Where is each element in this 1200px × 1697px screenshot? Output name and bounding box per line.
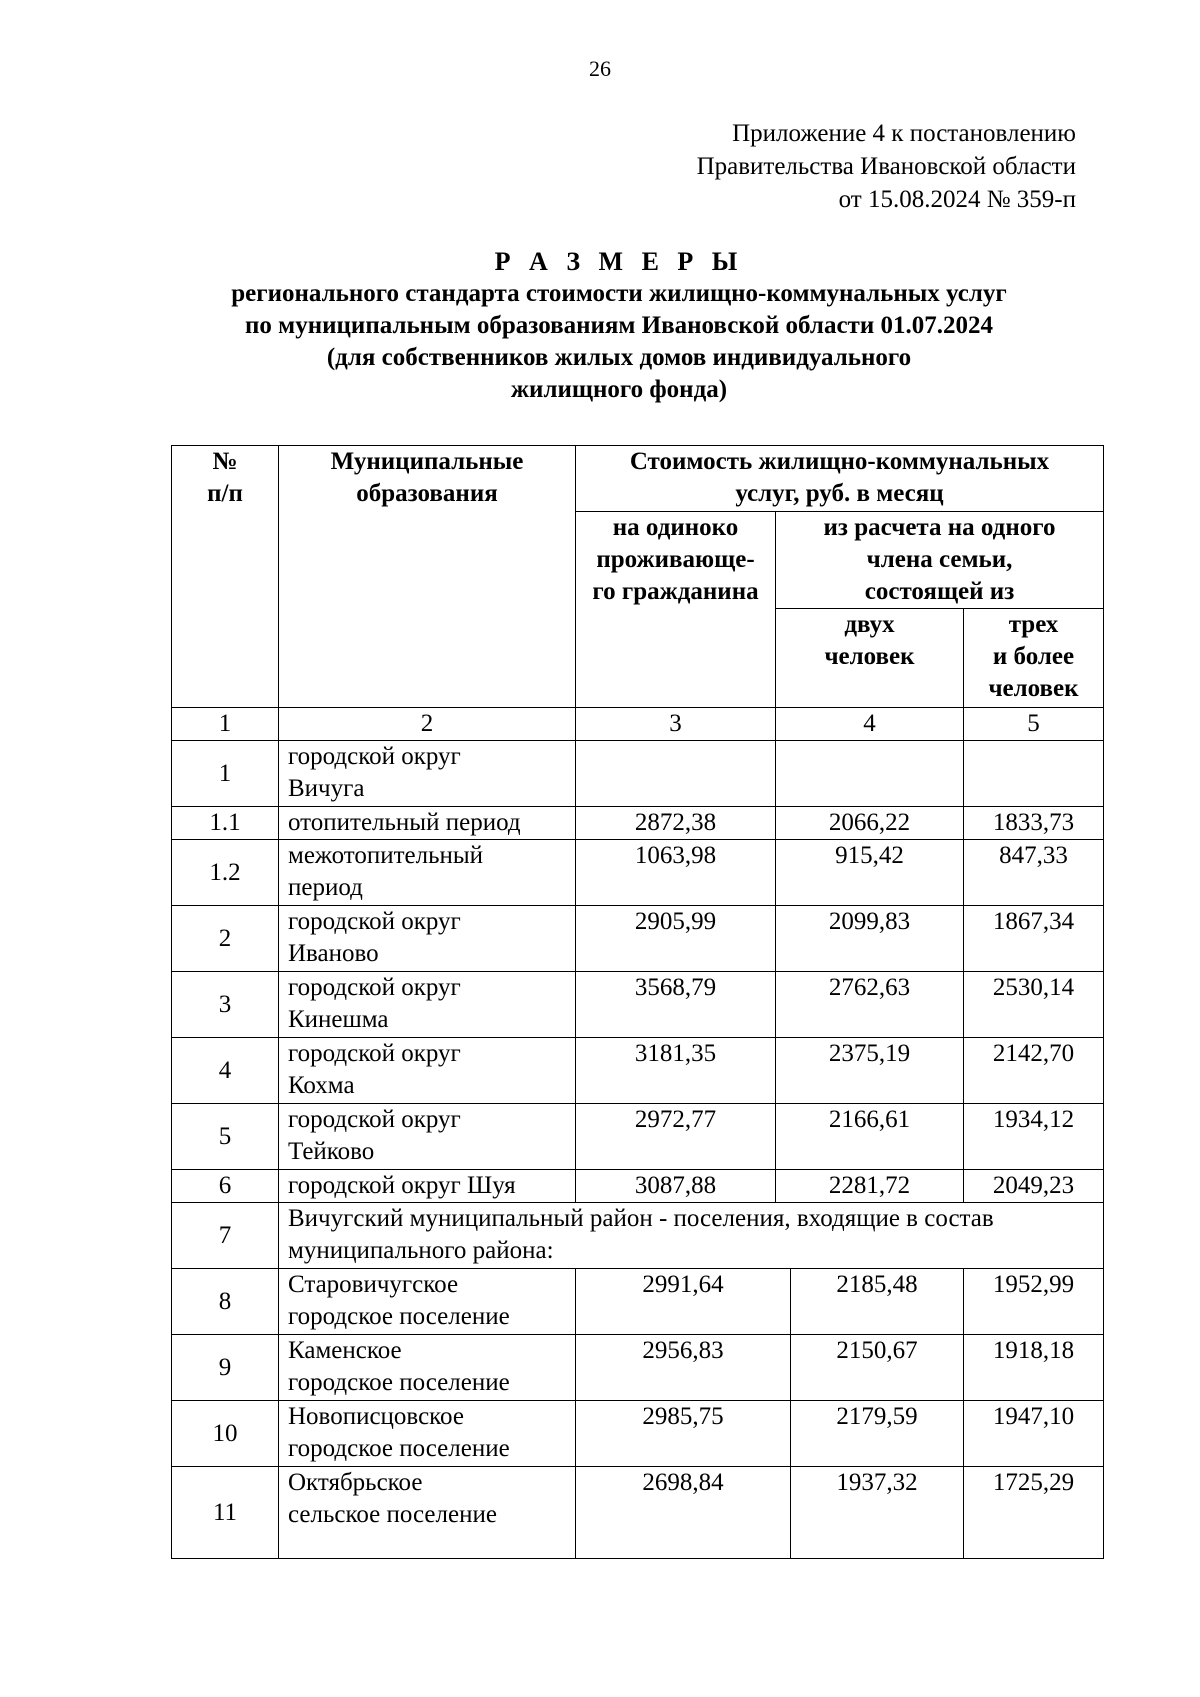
header-municipality: Муниципальные образования [279,446,576,708]
municipality-name [279,972,576,1038]
municipality-name-line: Новописцовское [288,1403,464,1430]
table-row [172,1170,1104,1203]
municipality-name-line: Вичуга [288,775,365,802]
cost-single: 3181,35 [576,1038,776,1104]
municipality-name [279,906,576,972]
cost-single: 2972,77 [576,1104,776,1170]
cost-single: 3568,79 [576,972,776,1038]
column-numbers-row [172,708,1104,741]
row-number: 5 [172,1104,279,1170]
municipality-name-line: Иваново [288,940,379,967]
cost-three-persons: 1947,10 [964,1401,1104,1467]
title-line: (для собственников жилых домов индивидуального [326,344,912,371]
column-number: 5 [964,708,1104,741]
page-number: 26 [589,56,611,81]
cost-single: 2698,84 [576,1467,791,1559]
title-heading: Р А З М Е Р Ы [494,247,744,276]
row-number: 1 [172,741,279,807]
row-number: 3 [172,972,279,1038]
municipality-name-line: Тейково [288,1138,375,1165]
municipality-name-line: Каменское [288,1337,402,1364]
table-row [172,1467,1104,1559]
cost-two-persons: 2762,63 [776,972,964,1038]
cost-two-persons: 2375,19 [776,1038,964,1104]
municipality-name [279,1104,576,1170]
table-row [172,972,1104,1038]
header-two-persons: двух человек [776,609,964,708]
appendix-reference [697,117,1076,216]
municipality-name [279,1038,576,1104]
cost-two-persons: 2281,72 [776,1170,964,1203]
municipality-name-line: городское поселение [288,1303,510,1330]
table-row [172,1269,1104,1335]
cost-three-persons: 1952,99 [964,1269,1104,1335]
title-line: жилищного фонда) [510,376,728,403]
municipality-name-line: городской округ [288,908,461,935]
cost-single: 2991,64 [576,1269,791,1335]
column-number: 1 [172,708,279,741]
municipality-name [279,840,576,906]
cost-single [576,741,776,807]
table-row [172,906,1104,972]
cost-two-persons: 2150,67 [791,1335,964,1401]
row-number: 9 [172,1335,279,1401]
cost-single: 2956,83 [576,1335,791,1401]
municipality-name-line: Кинешма [288,1006,389,1033]
column-number: 2 [279,708,576,741]
municipality-name-line: Октябрьское [288,1469,423,1496]
municipality-name-line: городское поселение [288,1435,510,1462]
cost-three-persons: 1725,29 [964,1467,1104,1559]
cost-three-persons: 1918,18 [964,1335,1104,1401]
cost-single: 1063,98 [576,840,776,906]
row-number: 1.2 [172,840,279,906]
municipality-name-line: межотопительный [288,842,484,869]
table-row [172,741,1104,807]
cost-single: 2905,99 [576,906,776,972]
title-line: по муниципальным образованиям Ивановской области 01.07.2024 [245,312,993,339]
cost-three-persons: 2530,14 [964,972,1104,1038]
municipality-name-line: период [288,874,363,901]
cost-three-persons: 847,33 [964,840,1104,906]
cost-three-persons [964,741,1104,807]
cost-two-persons: 2185,48 [791,1269,964,1335]
cost-three-persons: 2049,23 [964,1170,1104,1203]
title-line: регионального стандарта стоимости жилищно-коммунальных услуг [231,280,1007,307]
header-cost: Стоимость жилищно-коммунальных услуг, руб. в месяц [576,446,1104,512]
cost-two-persons: 2066,22 [776,807,964,840]
cost-single: 3087,88 [576,1170,776,1203]
municipality-name-line: городской округ Шуя [288,1172,516,1199]
header-per-family-member: из расчета на одного члена семьи, состоящей из [776,512,1104,609]
table-row [172,1401,1104,1467]
header-number: № п/п [172,446,279,708]
municipality-name-line: городское поселение [288,1369,510,1396]
document-title [150,246,1088,406]
table-row [172,1038,1104,1104]
cost-single: 2872,38 [576,807,776,840]
table-row [172,840,1104,906]
row-number: 2 [172,906,279,972]
appendix-line: Приложение 4 к постановлению [732,120,1076,147]
municipality-name-line: сельское поселение [288,1501,497,1528]
cost-three-persons: 2142,70 [964,1038,1104,1104]
row-number: 1.1 [172,807,279,840]
header-three-persons: трех и более человек [964,609,1104,708]
row-number: 4 [172,1038,279,1104]
row-number: 10 [172,1401,279,1467]
municipality-name [279,1401,576,1467]
cost-two-persons: 2179,59 [791,1401,964,1467]
appendix-line: Правительства Ивановской области [696,153,1076,180]
municipality-name [279,1467,576,1559]
cost-three-persons: 1833,73 [964,807,1104,840]
cost-two-persons: 2166,61 [776,1104,964,1170]
municipality-name-line: городской округ [288,974,461,1001]
cost-three-persons: 1934,12 [964,1104,1104,1170]
row-number: 8 [172,1269,279,1335]
municipality-name-line: городской округ [288,1106,461,1133]
cost-three-persons: 1867,34 [964,906,1104,972]
municipality-name [279,741,576,807]
cost-two-persons: 2099,83 [776,906,964,972]
municipality-name-line: отопительный период [288,809,521,836]
municipality-name [279,1269,576,1335]
row-number: 7 [172,1203,279,1269]
table-row [172,1335,1104,1401]
municipality-name [279,807,576,840]
cost-two-persons: 1937,32 [791,1467,964,1559]
table-row [172,1203,1104,1269]
row-number: 11 [172,1467,279,1559]
row-number: 6 [172,1170,279,1203]
municipality-name-line: Кохма [288,1072,355,1099]
district-heading: Вичугский муниципальный район - поселения, входящие в состав муниципального района: [279,1203,1104,1269]
column-number: 4 [776,708,964,741]
column-number: 3 [576,708,776,741]
municipality-name-line: городской округ [288,1040,461,1067]
cost-single: 2985,75 [576,1401,791,1467]
rates-table [171,445,1104,1559]
table-row [172,1104,1104,1170]
cost-two-persons: 915,42 [776,840,964,906]
municipality-name [279,1335,576,1401]
municipality-name [279,1170,576,1203]
municipality-name-line: городской округ [288,743,461,770]
municipality-name-line: Старовичугское [288,1271,459,1298]
header-single-citizen: на одиноко проживающе- го гражданина [576,512,776,708]
table-row [172,807,1104,840]
appendix-line: от 15.08.2024 № 359-п [838,186,1076,213]
cost-two-persons [776,741,964,807]
